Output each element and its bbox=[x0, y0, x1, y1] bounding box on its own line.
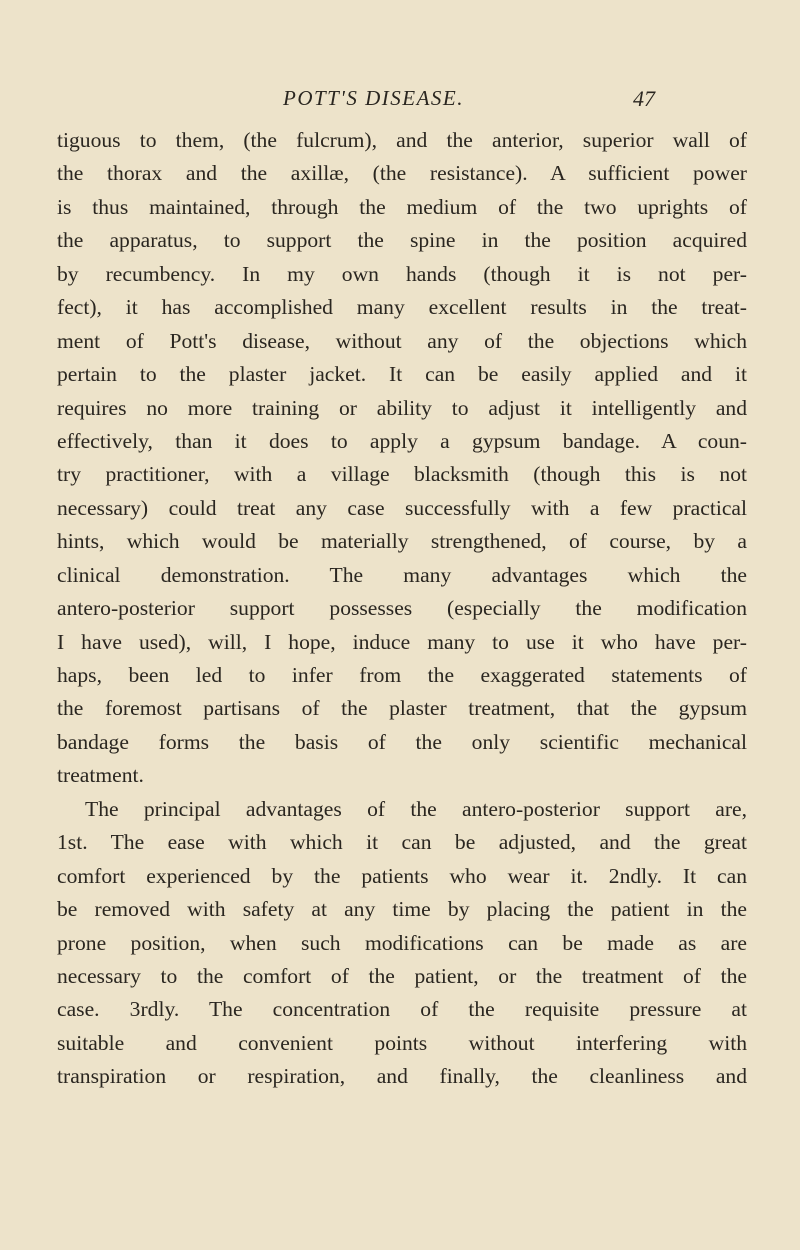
text-line: be removed with safety at any time by placing the patient in the bbox=[57, 897, 747, 922]
text-line: transpiration or respiration, and finally, the cleanliness and bbox=[57, 1064, 747, 1089]
text-line: ment of Pott's disease, without any of the objections which bbox=[57, 328, 747, 353]
text-line: fect), it has accomplished many excellent results in the treat- bbox=[57, 295, 747, 320]
text-line: by recumbency. In my own hands (though it is not per- bbox=[57, 261, 747, 286]
text-line: case. 3rdly. The concentration of the requisite pressure at bbox=[57, 997, 747, 1022]
text-line: necessary to the comfort of the patient, or the treatment of the bbox=[57, 963, 747, 988]
text-line: haps, been led to infer from the exaggerated statements of bbox=[57, 663, 747, 687]
text-line: necessary) could treat any case successfully with a few practical bbox=[57, 495, 747, 520]
page-number: 47 bbox=[633, 86, 655, 111]
text-line: effectively, than it does to apply a gypsum bandage. A coun- bbox=[57, 428, 747, 453]
text-line: bandage forms the basis of the only scientific mechanical bbox=[57, 729, 747, 754]
running-head-title: POTT'S DISEASE. bbox=[283, 86, 464, 110]
text-line: the thorax and the axillæ, (the resistance). A sufficient power bbox=[57, 161, 747, 186]
text-line: clinical demonstration. The many advantages which the bbox=[57, 562, 747, 587]
text-line: requires no more training or ability to adjust it intelligently and bbox=[57, 395, 747, 420]
text-line: the foremost partisans of the plaster treatment, that the gypsum bbox=[57, 696, 747, 721]
text-line: the apparatus, to support the spine in the position acquired bbox=[57, 228, 747, 253]
text-line: is thus maintained, through the medium of the two uprights of bbox=[57, 194, 747, 219]
text-line: suitable and convenient points without interfering with bbox=[57, 1030, 747, 1055]
text-line: try practitioner, with a village blacksmith (though this is not bbox=[57, 462, 747, 487]
body-text bbox=[57, 124, 747, 1094]
paragraph-end-line: treatment. bbox=[57, 763, 144, 788]
text-line: tiguous to them, (the fulcrum), and the anterior, superior wall of bbox=[57, 128, 747, 152]
text-line: antero-posterior support possesses (especially the modification bbox=[57, 596, 747, 621]
paragraph-first-line: The principal advantages of the antero-posterior support are, bbox=[85, 796, 747, 821]
running-head bbox=[0, 86, 800, 116]
text-line: hints, which would be materially strengthened, of course, by a bbox=[57, 529, 747, 554]
text-line: 1st. The ease with which it can be adjusted, and the great bbox=[57, 830, 747, 855]
text-line: I have used), will, I hope, induce many to use it who have per- bbox=[57, 629, 747, 654]
text-line: comfort experienced by the patients who wear it. 2ndly. It can bbox=[57, 863, 747, 888]
text-line: prone position, when such modifications can be made as are bbox=[57, 930, 747, 955]
text-line: pertain to the plaster jacket. It can be easily applied and it bbox=[57, 362, 747, 387]
